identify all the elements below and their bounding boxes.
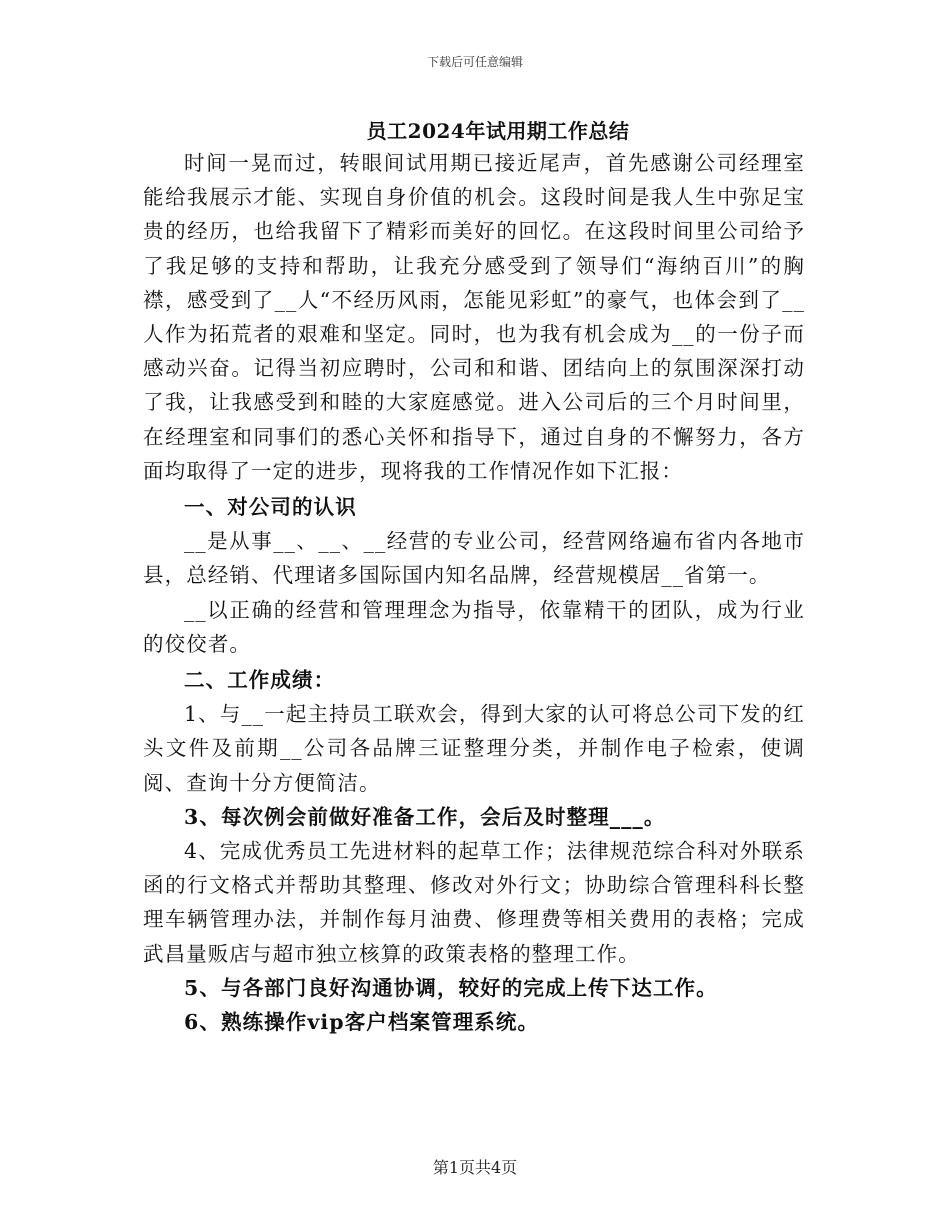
section-heading-achievements: 二、工作成绩：	[184, 668, 336, 693]
achievement-item-4: 4、完成优秀员工先进材料的起草工作；法律规范综合科对外联系函的行文格式并帮助其整理、修改对外行文；协助综合管理科科长整理车辆管理办法，并制作每月油费、修理费等相关费用的表格；完成武昌量贩店与超市独立核算的政策表格的整理工作。	[143, 839, 805, 966]
company-paragraph-2: __以正确的经营和管理理念为指导，依靠精干的团队，成为行业的佼佼者。	[143, 597, 805, 656]
achievement-item-5: 5、与各部门良好沟通协调，较好的完成上传下达工作。	[184, 975, 718, 1000]
company-paragraph-1: __是从事__、__、__经营的专业公司，经营网络遍布省内各地市县，总经销、代理诸多国际国内知名品牌，经营规模居__省第一。	[143, 529, 805, 588]
page-header-note: 下载后可任意编辑	[426, 55, 523, 69]
document-body	[143, 146, 805, 1039]
achievement-item-6: 6、熟练操作vip客户档案管理系统。	[184, 1010, 540, 1035]
achievement-item-1: 1、与__一起主持员工联欢会，得到大家的认可将总公司下发的红头文件及前期__公司各品牌三证整理分类，并制作电子检索，使调阅、查询十分方便简洁。	[143, 702, 805, 795]
section-heading-company: 一、对公司的认识	[184, 495, 357, 520]
achievement-item-3: 3、每次例会前做好准备工作，会后及时整理___。	[184, 804, 666, 829]
intro-paragraph: 时间一晃而过，转眼间试用期已接近尾声，首先感谢公司经理室能给我展示才能、实现自身价值的机会。这段时间是我人生中弥足宝贵的经历，也给我留下了精彩而美好的回忆。在这段时间里公司给予了我足够的支持和帮助，让我充分感受到了领导们“海纳百川”的胸襟，感受到了__人“不经历风雨，怎能见彩虹”的豪气，也体会到了__人作为拓荒者的艰难和坚定。同时，也为我有机会成为__的一份子而感动兴奋。记得当初应聘时，公司和和谐、团结向上的氛围深深打动了我，让我感受到和睦的大家庭感觉。进入公司后的三个月时间里，在经理室和同事们的悉心关怀和指导下，通过自身的不懈努力，各方面均取得了一定的进步，现将我的工作情况作如下汇报：	[143, 151, 805, 483]
document-title: 员工2024年试用期工作总结	[366, 119, 630, 143]
page-footer: 第1页共4页	[432, 1158, 518, 1177]
